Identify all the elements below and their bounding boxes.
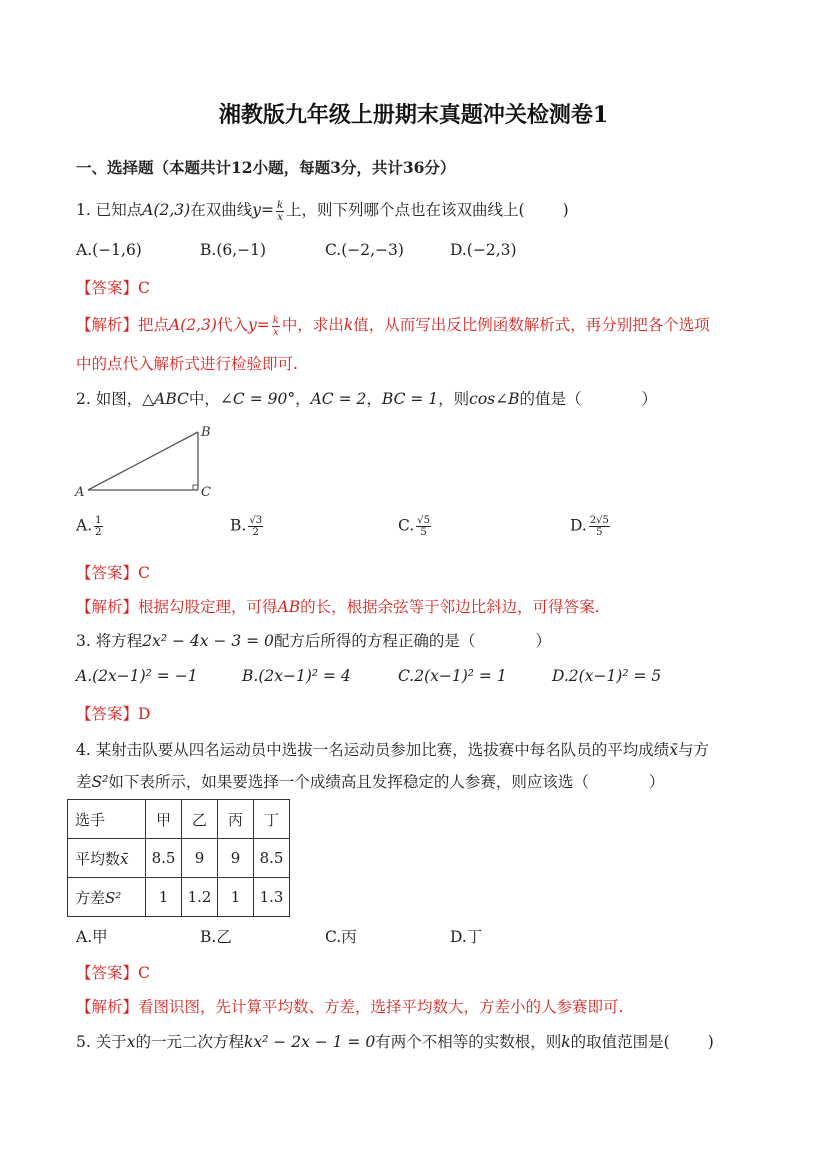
q4-option-d: D.丁 — [450, 928, 483, 946]
question-number: 5. — [76, 1033, 91, 1051]
question-1: 1. 已知点A(2,3)在双曲线y= $\frac{k}{x}$ 上，则下列哪个点也在该双曲线上( ) — [76, 199, 569, 223]
q1-option-b: B.(6,−1) — [200, 241, 267, 259]
q4-analysis: 【解析】看图识图，先计算平均数、方差，选择平均数大，方差小的人参赛即可. — [76, 998, 624, 1016]
q1-analysis-line2: 中的点代入解析式进行检验即可. — [76, 355, 298, 373]
fraction-k-over-x: $\frac{k}{x}$ — [272, 314, 279, 338]
q3-answer: 【答案】D — [76, 705, 151, 723]
table-cell: 9 — [218, 839, 254, 878]
q4-option-c: C.丙 — [325, 928, 357, 946]
table-row — [68, 800, 290, 839]
q2-analysis: 【解析】根据勾股定理，可得AB的长，根据余弦等于邻边比斜边，可得答案. — [76, 598, 600, 616]
table-row — [68, 839, 290, 878]
table-cell: 1.2 — [182, 878, 218, 917]
question-2: 2. 如图，△ABC中，∠C = 90°，AC = 2，BC = 1，则cos∠B的值是（ ） — [76, 390, 658, 408]
q1-answer: 【答案】C — [76, 279, 150, 297]
q1-analysis: 【解析】把点A(2,3)代入y= $\frac{k}{x}$ 中，求出k值，从而写出反比例函数解析式，再分别把各个选项 — [76, 314, 710, 338]
q1-option-c: C.(−2,−3) — [325, 241, 404, 259]
triangle-figure — [70, 420, 220, 500]
table-cell: 1.3 — [254, 878, 290, 917]
table-cell: 1 — [146, 878, 182, 917]
q2-option-a: A. $\frac{1}{2}$ — [76, 515, 102, 538]
question-5: 5. 关于x的一元二次方程kx² − 2x − 1 = 0有两个不相等的实数根，则k的取值范围是( ) — [76, 1033, 714, 1051]
table-cell: 8.5 — [254, 839, 290, 878]
vertex-b-label: B — [201, 425, 211, 440]
right-angle-mark — [193, 485, 198, 490]
q2-option-b: B. $\frac{√3}{2}$ — [230, 515, 263, 538]
table-row-label: 平均数x̄ — [68, 839, 146, 878]
q2-option-d: D. $\frac{2√5}{5}$ — [570, 515, 609, 538]
question-number: 3. — [76, 632, 91, 650]
table-header-cell: 丙 — [218, 800, 254, 839]
table-row-label: 方差S² — [68, 878, 146, 917]
score-table — [67, 799, 290, 917]
question-4: 4. 某射击队要从四名运动员中选拔一名运动员参加比赛，选拔赛中每名队员的平均成绩x̄与方 — [76, 741, 710, 759]
page-title: 湘教版九年级上册期末真题冲关检测卷1 — [218, 102, 609, 128]
table-row — [68, 878, 290, 917]
question-number: 4. — [76, 741, 91, 759]
table-header-cell: 丁 — [254, 800, 290, 839]
table-cell: 9 — [182, 839, 218, 878]
question-number: 2. — [76, 390, 91, 408]
q4-answer: 【答案】C — [76, 964, 150, 982]
question-3: 3. 将方程2x² − 4x − 3 = 0配方后所得的方程正确的是（ ） — [76, 632, 551, 650]
q3-option-b: B.(2x−1)² = 4 — [242, 667, 351, 685]
vertex-c-label: C — [201, 485, 211, 500]
vertex-a-label: A — [75, 485, 85, 500]
table-header-cell: 乙 — [182, 800, 218, 839]
table-cell: 1 — [218, 878, 254, 917]
q4-option-b: B.乙 — [200, 928, 232, 946]
question-4-line2: 差S²如下表所示，如果要选择一个成绩高且发挥稳定的人参赛，则应该选（ ） — [76, 773, 665, 791]
fraction-k-over-x: $\frac{k}{x}$ — [276, 199, 284, 223]
table-header-cell: 选手 — [68, 800, 146, 839]
question-number: 1. — [76, 201, 91, 219]
q4-option-a: A.甲 — [76, 928, 108, 946]
q2-answer: 【答案】C — [76, 564, 150, 582]
table-header-cell: 甲 — [146, 800, 182, 839]
q1-option-a: A.(−1,6) — [76, 241, 142, 259]
q1-option-d: D.(−2,3) — [450, 241, 517, 259]
q2-option-c: C. $\frac{√5}{5}$ — [398, 515, 430, 538]
side-ab — [88, 432, 198, 490]
table-cell: 8.5 — [146, 839, 182, 878]
q3-option-c: C.2(x−1)² = 1 — [398, 667, 507, 685]
section-header: 一、选择题（本题共计12小题，每题3分，共计36分） — [76, 158, 456, 177]
q3-option-d: D.2(x−1)² = 5 — [552, 667, 662, 685]
q3-option-a: A.(2x−1)² = −1 — [76, 667, 198, 685]
